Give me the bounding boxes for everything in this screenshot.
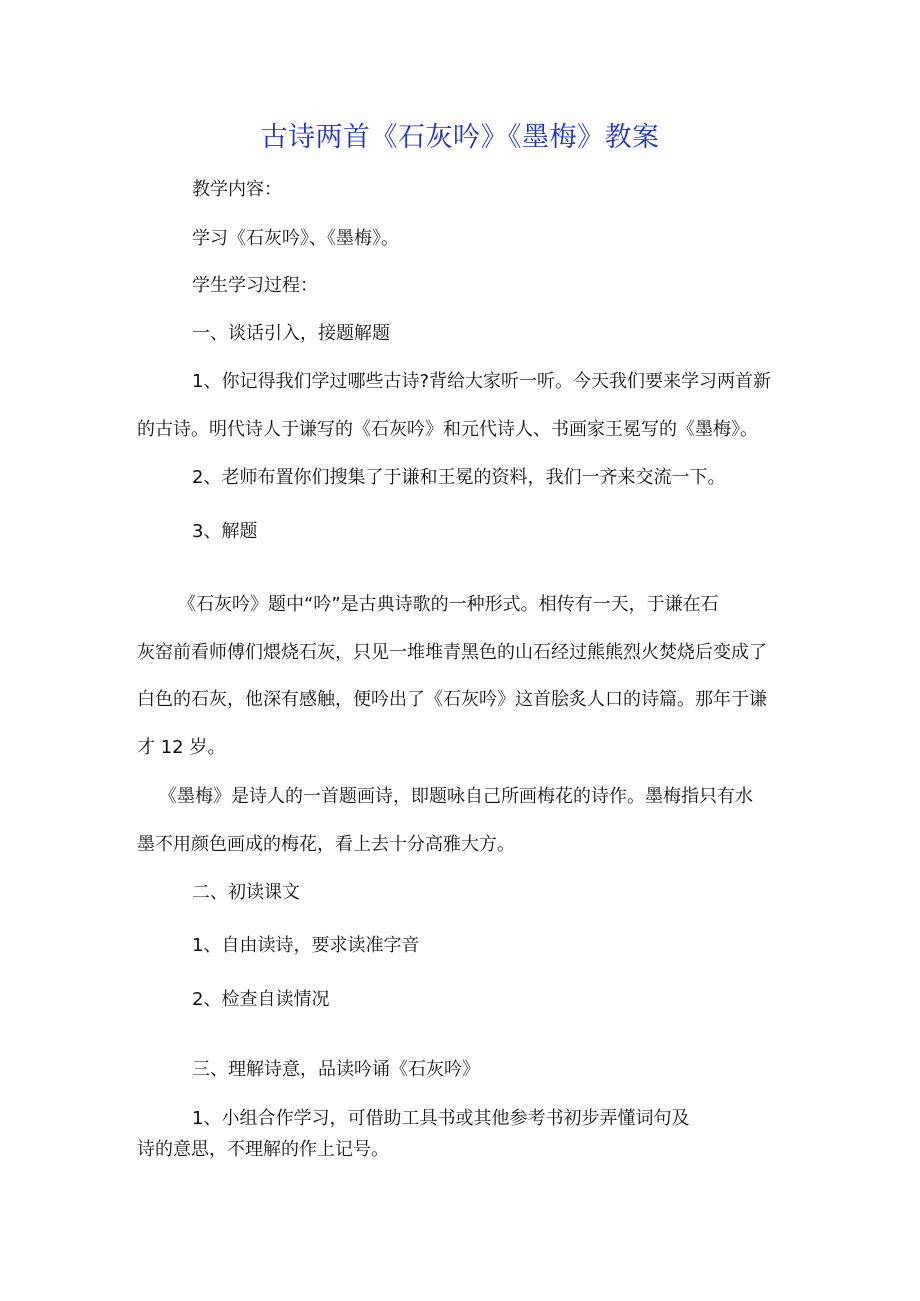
text-line: 墨不用颜色画成的梅花，看上去十分高雅大方。 <box>137 834 515 855</box>
text-line: 2、检查自读情况 <box>192 989 330 1010</box>
text-line: 学生学习过程： <box>192 275 318 296</box>
text-line: 才 12 岁。 <box>137 737 226 758</box>
document-title: 古诗两首《石灰吟》《墨梅》教案 <box>260 122 660 153</box>
section-heading: 三、理解诗意，品读吟诵《石灰吟》 <box>192 1059 480 1080</box>
text-line: 1、自由读诗，要求读准字音 <box>192 935 420 956</box>
text-line: 《石灰吟》题中“吟”是古典诗歌的一种形式。相传有一天，于谦在石 <box>178 594 719 615</box>
section-heading: 二、初读课文 <box>192 882 300 903</box>
text-line: 3、解题 <box>192 521 258 542</box>
text-line: 《墨梅》是诗人的一首题画诗，即题咏自己所画梅花的诗作。墨梅指只有水 <box>159 786 753 807</box>
text-line: 学习《石灰吟》、《墨梅》。 <box>192 228 399 249</box>
text-line: 1、你记得我们学过哪些古诗?背给大家听一听。今天我们要来学习两首新 <box>192 371 772 392</box>
text-line: 诗的意思，不理解的作上记号。 <box>137 1139 389 1160</box>
text-line: 教学内容： <box>192 179 282 200</box>
text-line: 白色的石灰，他深有感触，便吟出了《石灰吟》这首脍炙人口的诗篇。那年于谦 <box>137 689 767 710</box>
section-heading: 一、谈话引入，接题解题 <box>192 323 390 344</box>
text-line: 1、小组合作学习，可借助工具书或其他参考书初步弄懂词句及 <box>192 1108 690 1129</box>
text-line: 的古诗。明代诗人于谦写的《石灰吟》和元代诗人、书画家王冕写的《墨梅》。 <box>137 419 758 440</box>
text-line: 2、老师布置你们搜集了于谦和王冕的资料，我们一齐来交流一下。 <box>192 467 726 488</box>
text-line: 灰窑前看师傅们煨烧石灰，只见一堆堆青黑色的山石经过熊熊烈火焚烧后变成了 <box>137 642 767 663</box>
